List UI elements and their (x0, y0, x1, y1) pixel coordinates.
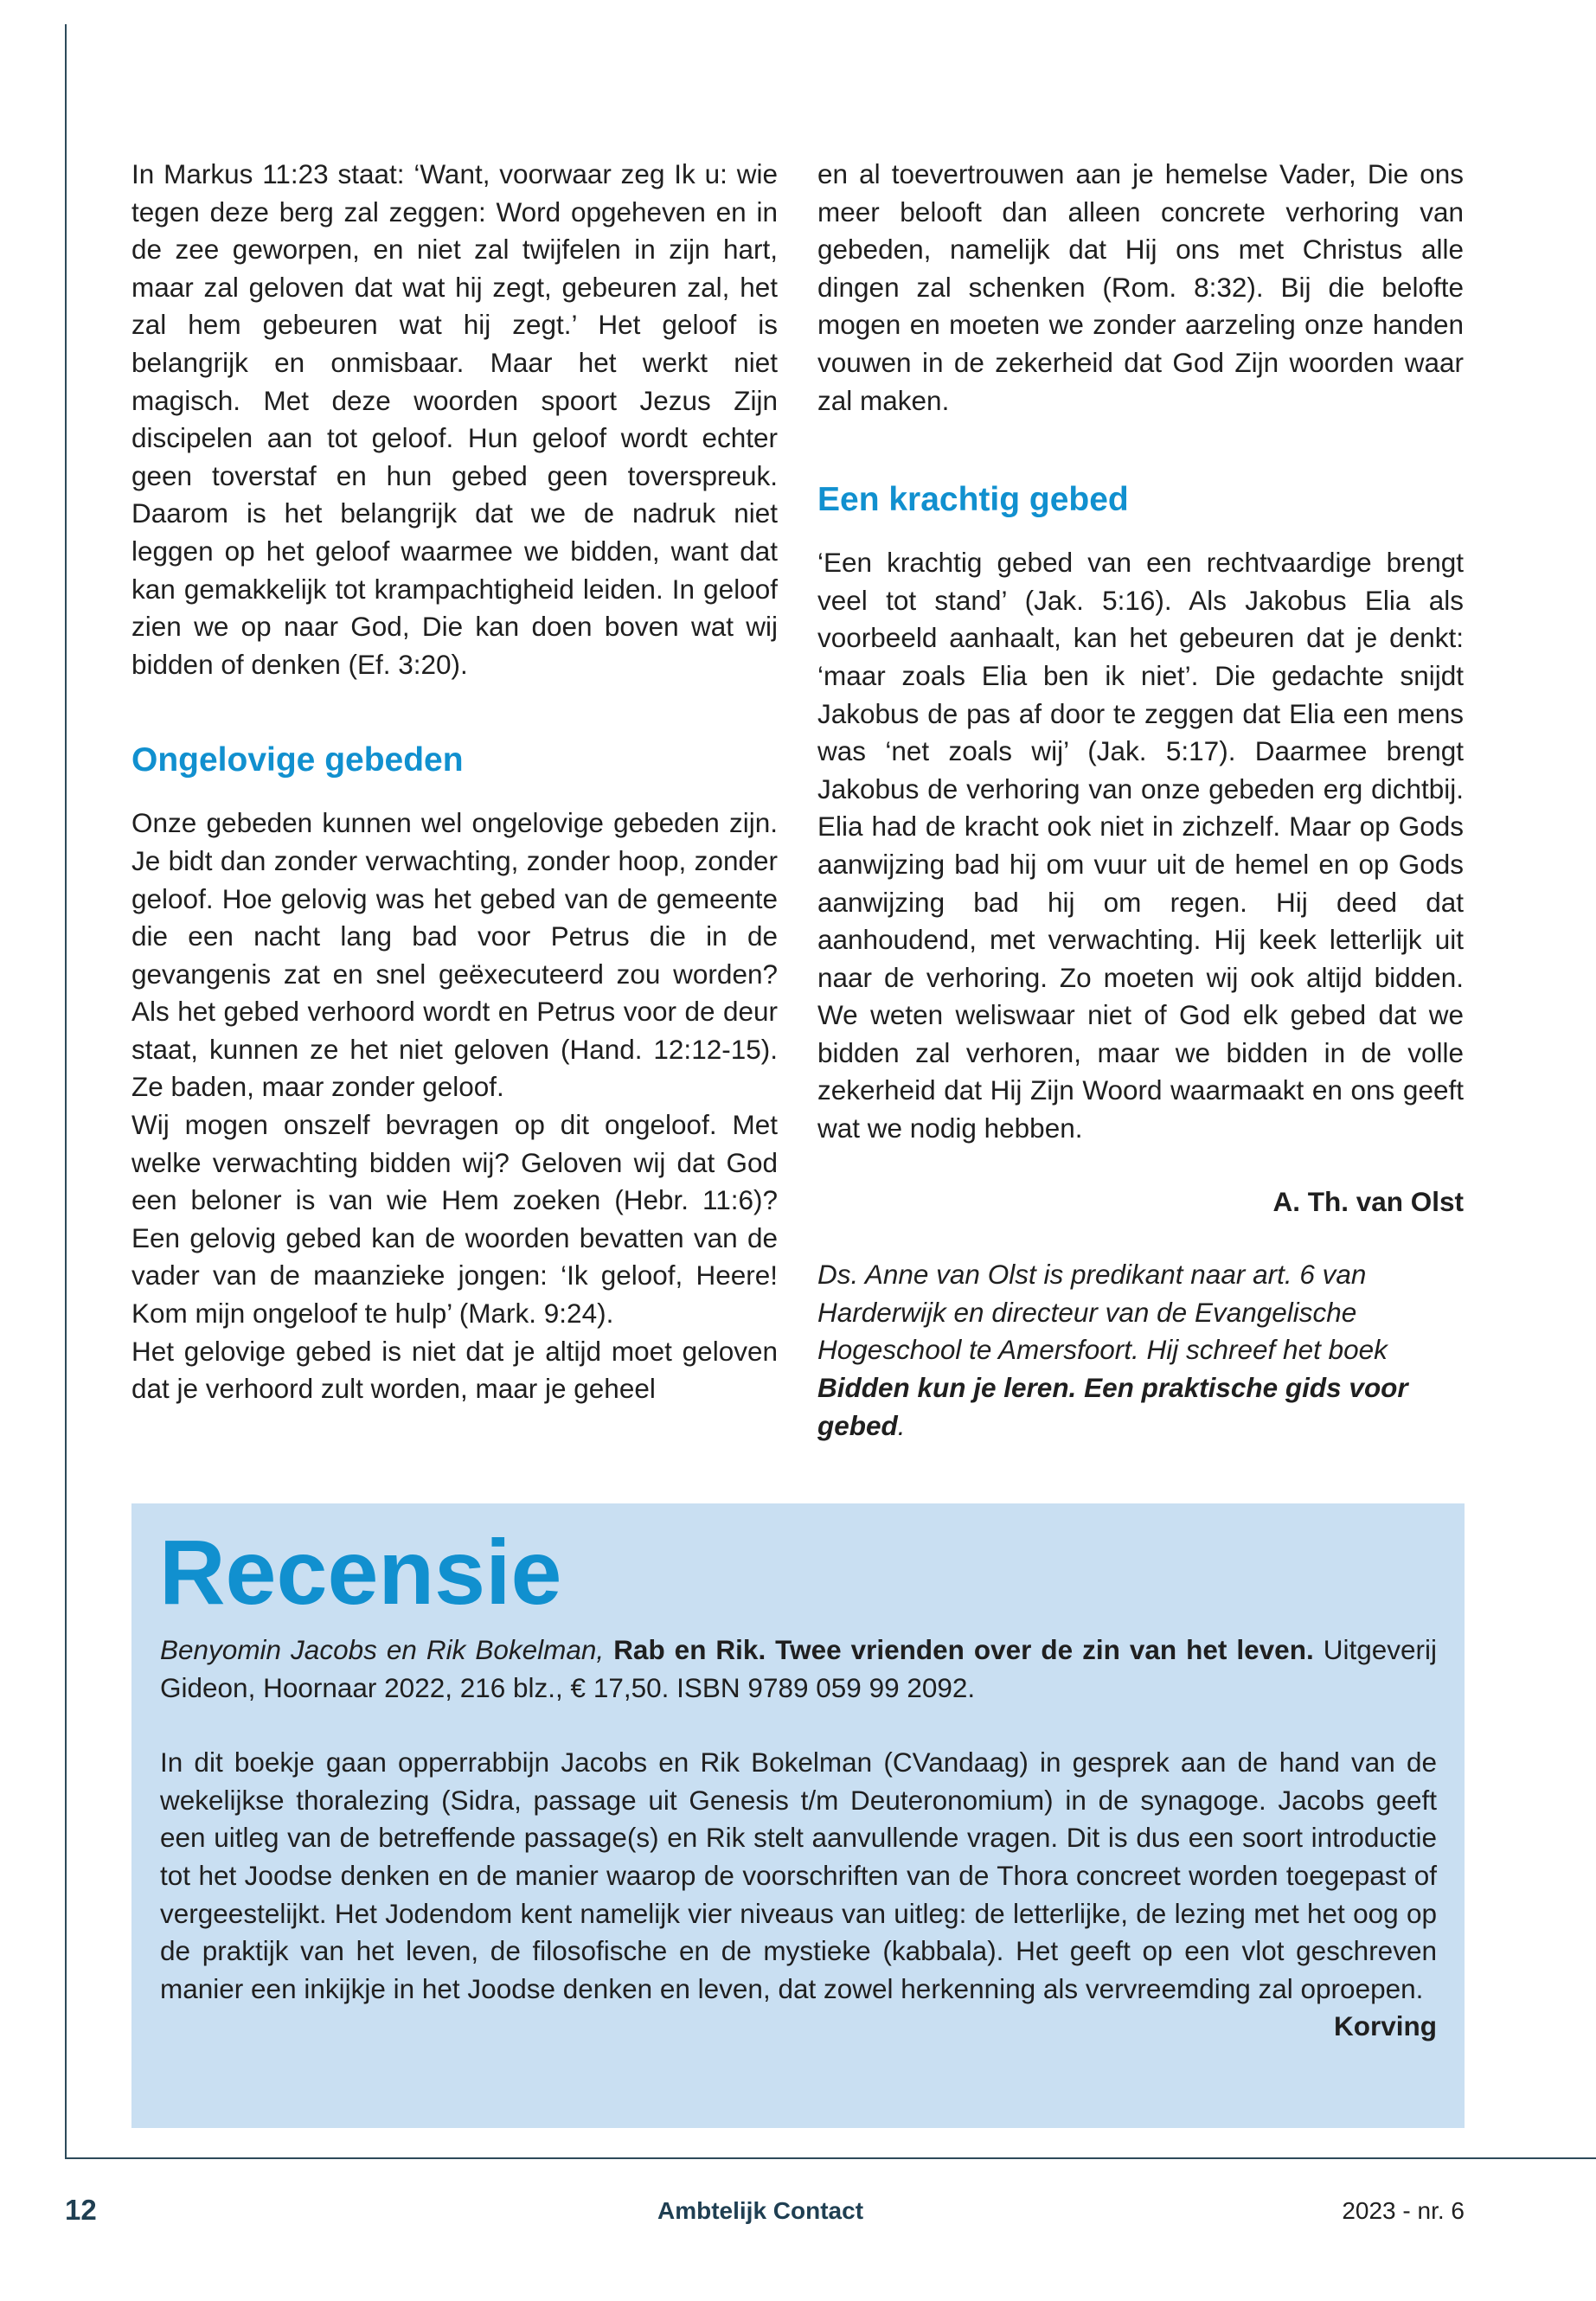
review-book-title: Rab en Rik. Twee vrienden over de zin van het leven. (613, 1634, 1314, 1665)
bio-book-title: Bidden kun je leren. Een praktische gids voor gebed (817, 1372, 1408, 1441)
left-margin-rule (65, 24, 67, 2159)
left-column (131, 156, 778, 1408)
review-text: In dit boekje gaan opperrabbijn Jacobs en Rik Bokelman (CVandaag) in gesprek aan de hand van de wekelijkse thoralezing (Sidra, passage uit Genesis t/m Deuteronomium) in de synagoge. Jacobs geeft een uitleg van de betreffende passage(s) en Rik stelt aanvullende vragen. Dit is dus een soort introductie tot het Joodse denken en de manier waarop de voorschriften van de Thora concreet worden toegepast of vergeestelijkt. Het Jodendom kent namelijk vier niveaus van uitleg: de letterlijke, de lezing met het oog op de praktijk van het leven, de filosofische en de mystieke (kabbala). Het geeft op een vlot geschreven manier een inkijkje in het Joodse denken en leven, dat zowel herkenning als vervreemding zal oproepen. (160, 1747, 1437, 2004)
magazine-title: Ambtelijk Contact (657, 2197, 864, 2224)
author-signature: A. Th. van Olst (1272, 1185, 1464, 1217)
footer-rule (65, 2157, 1596, 2159)
paragraph: Onze gebeden kunnen wel ongelovige gebeden zijn. Je bidt dan zonder verwachting, zonder hoop, zonder geloof. Hoe gelovig was het gebed van de gemeente die een nacht lang bad voor Petrus die in de gevangenis zat en snel geëxecuteerd zou worden? Als het gebed verhoord wordt en Petrus voor de deur staat, kunnen ze het niet geloven (Hand. 12:12-15). Ze baden, maar zonder geloof. (131, 807, 778, 1103)
paragraph: Wij mogen onszelf bevragen op dit ongeloof. Met welke verwachting bidden wij? Geloven wij dat God een beloner is van wie Hem zoeken (Hebr. 11:6)? Een gelovig gebed kan de woorden bevatten van de vader van de maanzieke jongen: ‘Ik geloof, Heere! Kom mijn ongeloof te hulp’ (Mark. 9:24). (131, 1109, 778, 1330)
section-heading: Een krachtig gebed (817, 481, 1129, 519)
review-body (160, 1631, 1437, 2046)
paragraph: en al toevertrouwen aan je hemelse Vader, Die ons meer belooft dan alleen concrete verhoring van gebeden, namelijk dat Hij ons met Christus alle dingen zal schenken (Rom. 8:32). Bij die belofte mogen en moeten we zonder aarzeling onze handen vouwen in de zekerheid dat God Zijn woorden waar zal maken. (817, 158, 1464, 416)
review-box (131, 1503, 1465, 2128)
issue-label: 2023 - nr. 6 (1342, 2197, 1465, 2224)
bio-text: Ds. Anne van Olst is predikant naar art. 6 van Harderwijk en directeur van de Evangelische Hogeschool te Amersfoort. Hij schreef het boek (817, 1259, 1388, 1366)
bio-end: . (897, 1409, 906, 1441)
paragraph: In Markus 11:23 staat: ‘Want, voorwaar zeg Ik u: wie tegen deze berg zal zeggen: Word opgeheven en in de zee geworpen, en niet zal twijfelen in zijn hart, maar zal geloven dat wat hij zegt, gebeuren zal, het zal hem gebeuren wat hij zegt.’ Het geloof is belangrijk en onmisbaar. Maar het werkt niet magisch. Met deze woorden spoort Jezus Zijn discipelen aan tot geloof. Hun geloof wordt echter geen toverstaf en hun gebed geen toverspreuk. Daarom is het belangrijk dat we de nadruk niet leggen op het geloof waarmee we bidden, want dat kan gemakkelijk tot krampachtigheid leiden. In geloof zien we op naar God, Die kan doen boven wat wij bidden of denken (Ef. 3:20). (131, 158, 778, 680)
paragraph: Het gelovige gebed is niet dat je altijd moet geloven dat je verhoord zult worden, maar je geheel (131, 1335, 778, 1405)
review-publication: Uitgeverij Gideon, Hoornaar 2022, 216 blz., € 17,50. ISBN 9789 059 99 2092. (160, 1634, 1437, 1703)
review-citation (160, 1631, 1437, 1707)
review-authors: Benyomin Jacobs en Rik Bokelman, (160, 1634, 605, 1665)
review-title: Recensie (159, 1522, 562, 1624)
author-bio (817, 1256, 1464, 1445)
page-number: 12 (65, 2194, 97, 2226)
section-heading: Ongelovige gebeden (131, 741, 464, 779)
right-column (817, 156, 1464, 1445)
paragraph: ‘Een krachtig gebed van een rechtvaardige brengt veel tot stand’ (Jak. 5:16). Als Jakobus Elia als voorbeeld aanhaalt, kan het gebeuren dat je denkt: ‘maar zoals Elia ben ik niet’. Die gedachte snijdt Jakobus de pas af door te zeggen dat Elia een mens was ‘net zoals wij’ (Jak. 5:17). Daarmee brengt Jakobus de verhoring van onze gebeden erg dichtbij. Elia had de kracht ook niet in zichzelf. Maar op Gods aanwijzing bad hij om vuur uit de hemel en op Gods aanwijzing bad hij om regen. Hij deed dat aanhoudend, met verwachting. Hij keek letterlijk uit naar de verhoring. Zo moeten wij ook altijd bidden. We weten weliswaar niet of God elk gebed dat we bidden zal verhoren, maar we bidden in de volle zekerheid dat Hij Zijn Woord waarmaakt en ons geeft wat we nodig hebben. (817, 547, 1464, 1144)
reviewer-name: Korving (1333, 2010, 1437, 2042)
